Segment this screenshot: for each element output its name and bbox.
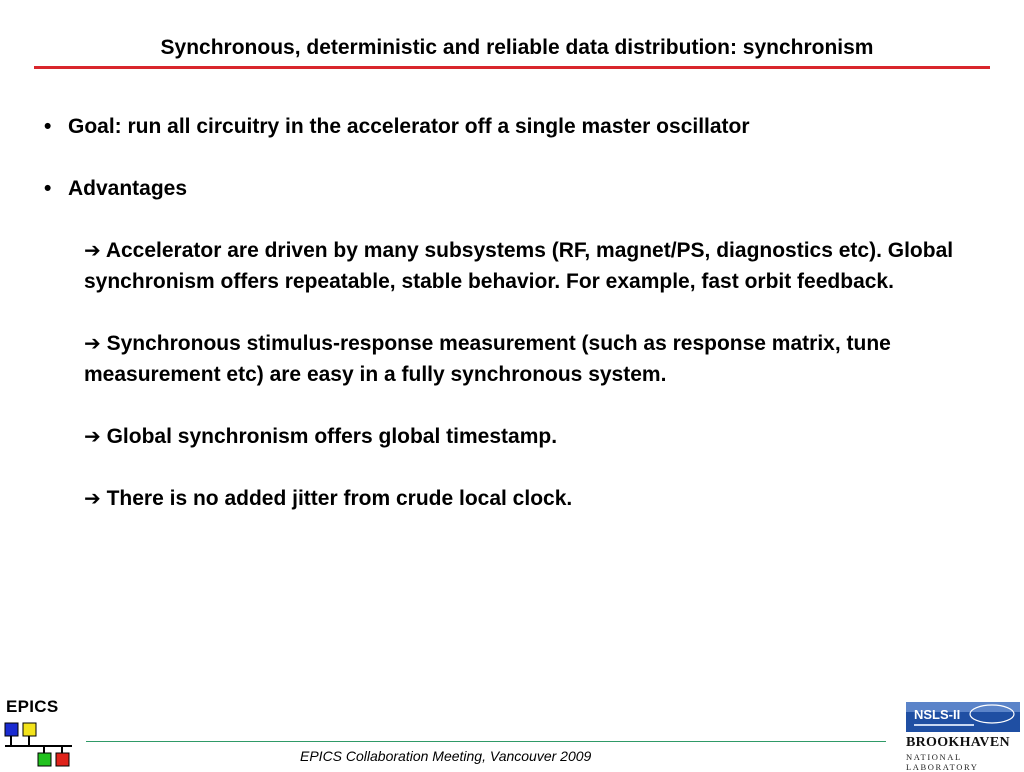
epics-network-icon bbox=[0, 697, 80, 768]
arrow-icon: ➔ bbox=[84, 238, 101, 262]
brookhaven-wordmark: BROOKHAVEN bbox=[906, 735, 1010, 750]
advantage-item bbox=[44, 421, 994, 452]
footer-divider bbox=[86, 741, 886, 742]
title-divider bbox=[34, 66, 990, 69]
bullet-text: Advantages bbox=[68, 177, 188, 200]
footer-caption: EPICS Collaboration Meeting, Vancouver 2009 bbox=[300, 748, 592, 764]
advantage-item bbox=[44, 328, 994, 390]
advantage-item bbox=[44, 235, 994, 297]
epics-wordmark: EPICS bbox=[6, 697, 59, 716]
advantage-text: Synchronous stimulus-response measurement (such as response matrix, tune measurement etc) are easy in a fully synchronous system. bbox=[84, 332, 891, 386]
advantage-item bbox=[44, 483, 994, 514]
epics-logo bbox=[0, 697, 80, 768]
arrow-icon: ➔ bbox=[84, 331, 101, 355]
nsls-label: NSLS-II bbox=[914, 707, 961, 722]
slide-body bbox=[44, 111, 994, 514]
arrow-icon: ➔ bbox=[84, 424, 101, 448]
brookhaven-logo bbox=[904, 702, 1024, 772]
bullet-marker: • bbox=[44, 115, 52, 138]
advantage-text: Accelerator are driven by many subsystems (RF, magnet/PS, diagnostics etc). Global synchronism offers repeatable, stable behavior. For example, fast orbit feedback. bbox=[84, 239, 954, 293]
nsls-ii-badge bbox=[906, 702, 1022, 734]
arrow-icon: ➔ bbox=[84, 486, 101, 510]
brookhaven-subtitle: NATIONAL LABORATORY bbox=[906, 752, 979, 772]
slide-title: Synchronous, deterministic and reliable data distribution: synchronism bbox=[160, 36, 874, 59]
bullet-advantages bbox=[44, 173, 994, 204]
bullet-marker: • bbox=[44, 177, 52, 200]
bullet-goal bbox=[44, 111, 994, 142]
bullet-text: Goal: run all circuitry in the accelerator off a single master oscillator bbox=[68, 115, 750, 138]
advantage-text: Global synchronism offers global timestamp. bbox=[100, 425, 558, 448]
advantage-text: There is no added jitter from crude local clock. bbox=[100, 487, 573, 510]
